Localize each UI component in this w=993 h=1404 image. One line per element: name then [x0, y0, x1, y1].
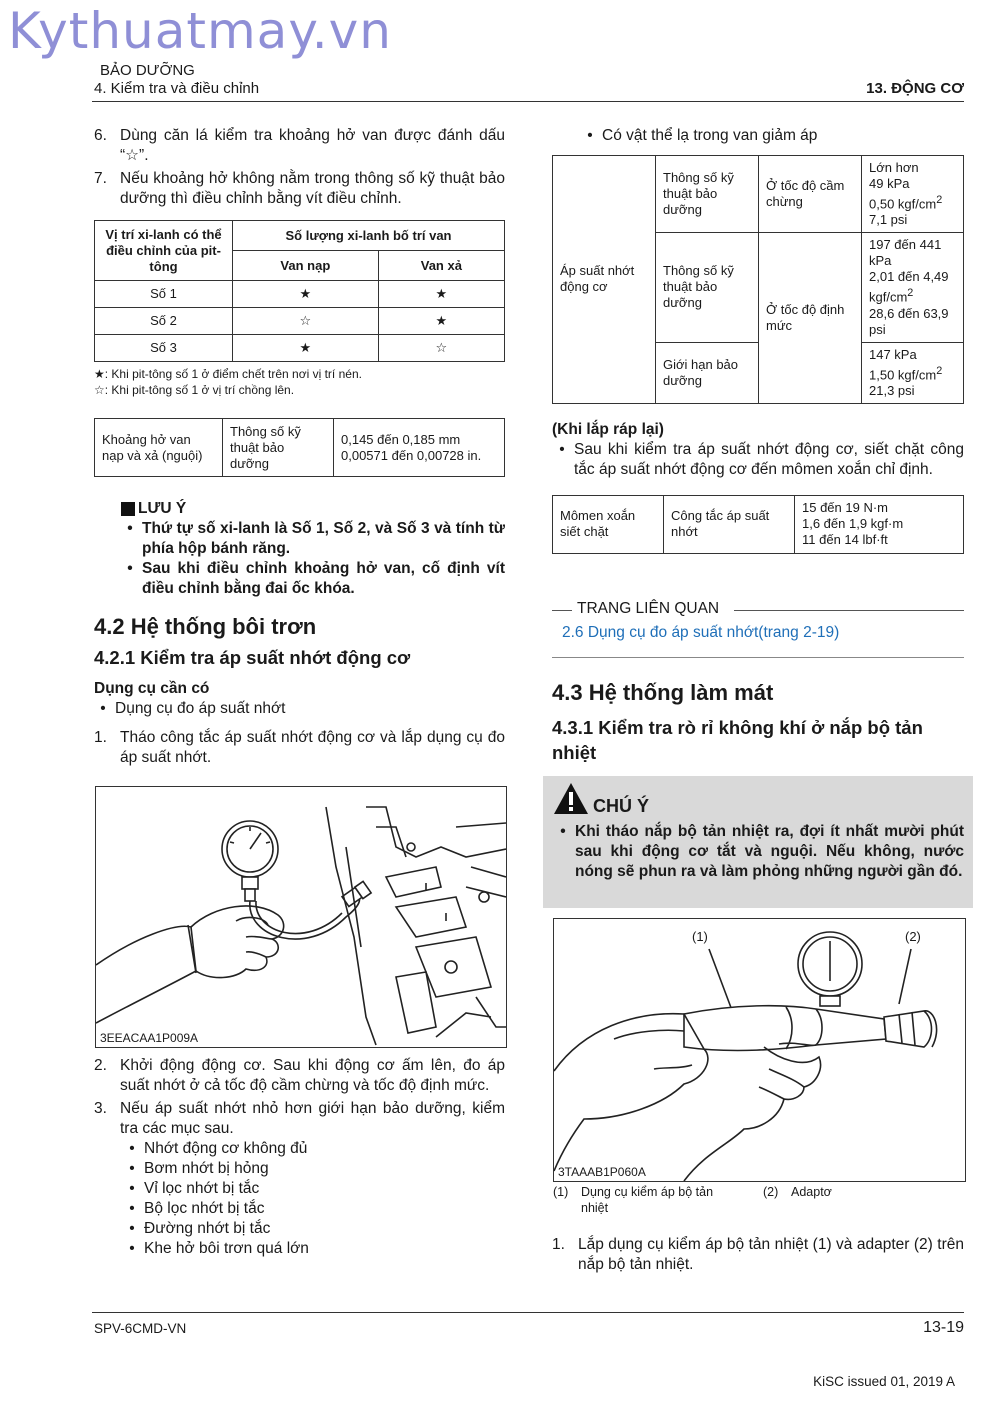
list-item-text: Vỉ lọc nhớt bị tắc	[144, 1180, 260, 1197]
superscript: 2	[936, 194, 943, 206]
step-text: Khởi động động cơ. Sau khi động cơ ấm lên, đo áp suất nhớt ở cả tốc độ cầm chừng và tốc độ định mức.	[120, 1057, 505, 1094]
bullet-icon: •	[560, 823, 566, 840]
caption-number: (1)	[553, 1185, 569, 1199]
caption-item	[763, 1184, 832, 1200]
value-line: 197 đến 441 kPa	[869, 237, 942, 269]
cell-item: Mômen xoắn siết chặt	[553, 495, 664, 553]
bullet-icon: •	[127, 520, 133, 537]
right-column-lower	[552, 1235, 964, 1275]
step-6	[94, 126, 505, 166]
value-line: 21,3 psi	[869, 382, 915, 398]
value-in: 0,00571 đến 0,00728 in.	[341, 447, 482, 463]
gauge-illustration	[96, 787, 506, 1047]
caption-number: (2)	[763, 1185, 779, 1199]
step-number: 2.	[94, 1057, 107, 1074]
caution-title-row	[553, 782, 649, 815]
superscript: 2	[907, 287, 914, 300]
table-header-intake: Van nạp	[233, 251, 379, 281]
left-column-lower	[94, 1056, 505, 1259]
list-item-text: Khe hở bôi trơn quá lớn	[144, 1240, 309, 1257]
cell-values	[795, 495, 964, 553]
value-line: 49 kPa	[869, 176, 910, 191]
caption-text: Adaptơ	[791, 1185, 832, 1199]
note-item	[118, 559, 505, 599]
bullet-icon: •	[100, 700, 106, 717]
footer-issued: KiSC issued 01, 2019 A	[813, 1374, 955, 1389]
value-mm: 0,145 đến 0,185 mm	[341, 431, 461, 447]
list-item-text: Bơm nhớt bị hỏng	[144, 1160, 269, 1177]
footer-page-number: 13-19	[923, 1319, 964, 1336]
related-link[interactable]: 2.6 Dụng cụ đo áp suất nhớt(trang 2-19)	[562, 624, 840, 641]
header-section: BẢO DƯỠNG	[100, 62, 195, 79]
step-text: Dùng căn lá kiểm tra khoảng hở van được đánh dấu “☆”.	[120, 127, 505, 164]
step-number: 1.	[94, 729, 107, 746]
related-pages-header	[552, 600, 964, 620]
table-row	[95, 335, 505, 362]
reassembly-title: (Khi lắp ráp lại)	[552, 420, 664, 438]
figure-code: 3EEACAA1P009A	[100, 1031, 199, 1045]
value-line: 28,6 đến 63,9 psi	[869, 305, 949, 337]
cell-value-idle	[862, 156, 964, 233]
note-item	[118, 519, 505, 559]
note-text: Sau khi điều chỉnh khoảng hở van, cố định vít điều chỉnh bằng đai ốc khóa.	[142, 560, 505, 597]
related-rule-left	[552, 610, 572, 611]
check-list	[120, 1139, 505, 1259]
legend-hollow-star: ☆: Khi pit-tông số 1 ở vị trí chồng lên.	[94, 383, 295, 397]
warning-triangle-icon	[553, 782, 589, 815]
figure-code: 3TAAAB1P060A	[558, 1165, 646, 1179]
table-row	[95, 281, 505, 308]
bullet-icon: •	[559, 440, 565, 458]
value-line	[869, 192, 956, 212]
step-number: 1.	[552, 1236, 565, 1253]
cell-position: Số 1	[95, 281, 233, 308]
step-7	[94, 169, 505, 209]
value-line: 147 kPa	[869, 346, 917, 362]
list-item	[120, 1219, 505, 1239]
cell-part: Công tắc áp suất nhớt	[664, 495, 795, 553]
table-header-exhaust: Van xả	[378, 251, 504, 281]
figure-label-1: (1)	[692, 929, 708, 944]
note-title-text: LƯU Ý	[138, 500, 187, 517]
footer-doc-code: SPV-6CMD-VN	[94, 1321, 187, 1336]
superscript: 2	[936, 364, 943, 377]
step-2	[94, 1056, 505, 1096]
caution-text: Khi tháo nắp bộ tản nhiệt ra, đợi ít nhất mười phút sau khi động cơ tắt và nguội. Nếu không, nước nóng sẽ phun ra và làm phỏng những người gần đó.	[575, 823, 964, 880]
step-3	[94, 1099, 505, 1139]
step-number: 3.	[94, 1100, 107, 1117]
subsection-heading: 4.2.1 Kiểm tra áp suất nhớt động cơ	[94, 647, 411, 668]
list-item	[578, 126, 964, 146]
list-item-text: Có vật thể lạ trong van giảm áp	[602, 127, 818, 144]
value-line	[869, 363, 956, 383]
note-block	[121, 499, 505, 599]
cell-exhaust: ☆	[378, 335, 504, 362]
header-chapter: 13. ĐỘNG CƠ	[866, 80, 964, 97]
radiator-tester-figure	[553, 918, 966, 1182]
square-icon	[121, 502, 135, 516]
left-column	[94, 126, 505, 768]
cell-position: Số 2	[95, 308, 233, 335]
step-text: Nếu khoảng hở không nằm trong thông số kỹ thuật bảo dưỡng thì điều chỉnh bằng vít điều chỉnh.	[120, 170, 505, 207]
bullet-icon: •	[587, 127, 593, 144]
list-item	[120, 1179, 505, 1199]
bullet-icon: •	[129, 1240, 135, 1257]
value-line: Lớn hơn	[869, 160, 919, 175]
bullet-icon: •	[129, 1180, 135, 1197]
figure-label-2: (2)	[905, 929, 921, 944]
cell-value-rated	[862, 233, 964, 342]
step-number: 6.	[94, 127, 107, 144]
tool-text: Dụng cụ đo áp suất nhớt	[115, 700, 286, 717]
cell-idle: Ở tốc độ cầm chừng	[759, 156, 862, 233]
cell-rated: Ở tốc độ định mức	[759, 233, 862, 404]
list-item	[120, 1239, 505, 1259]
torque-table	[552, 495, 964, 554]
cell-limit: Giới hạn bảo dưỡng	[656, 342, 759, 403]
cell-intake: ☆	[233, 308, 379, 335]
bullet-icon: •	[129, 1140, 135, 1157]
right-column	[552, 126, 964, 554]
step-text: Tháo công tắc áp suất nhớt động cơ và lắp dụng cụ đo áp suất nhớt.	[120, 729, 505, 766]
value-line: 1,6 đến 1,9 kgf·m	[802, 516, 904, 532]
value-line: 7,1 psi	[869, 212, 908, 228]
list-item-text: Bộ lọc nhớt bị tắc	[144, 1200, 265, 1217]
step-text: Nếu áp suất nhớt nhỏ hơn giới hạn bảo dưỡng, kiểm tra các mục sau.	[120, 1100, 505, 1137]
cell-intake: ★	[233, 335, 379, 362]
note-title	[121, 499, 505, 519]
value-line: 15 đến 19 N·m	[802, 500, 888, 516]
step-text: Lắp dụng cụ kiểm áp bộ tản nhiệt (1) và adapter (2) trên nắp bộ tản nhiệt.	[578, 1236, 964, 1273]
bullet-icon: •	[129, 1200, 135, 1217]
bullet-icon: •	[127, 560, 133, 577]
header-subsection: 4. Kiểm tra và điều chỉnh	[94, 80, 260, 97]
list-item-text: Đường nhớt bị tắc	[144, 1220, 271, 1237]
list-item	[120, 1199, 505, 1219]
cell-item: Khoảng hở van nạp và xả (nguội)	[95, 419, 223, 477]
oil-pressure-table	[552, 155, 964, 404]
cell-exhaust: ★	[378, 281, 504, 308]
step-1	[552, 1235, 964, 1275]
step-1	[94, 728, 505, 768]
radiator-tester-illustration	[554, 919, 965, 1181]
bullet-icon: •	[129, 1220, 135, 1237]
value-text: 2,01 đến 4,49 kgf/cm	[869, 269, 949, 305]
caution-item	[551, 822, 964, 882]
table-row	[95, 308, 505, 335]
cooling-section	[552, 680, 964, 765]
value-text: 0,50 kgf/cm	[869, 196, 937, 212]
footer-rule	[92, 1312, 964, 1313]
cell-spec: Thông số kỹ thuật bảo dưỡng	[656, 156, 759, 233]
caption-item	[553, 1184, 753, 1216]
section-heading: 4.3 Hệ thống làm mát	[552, 680, 774, 705]
related-title: TRANG LIÊN QUAN	[577, 600, 720, 617]
caution-title: CHÚ Ý	[593, 796, 650, 816]
caution-box	[543, 776, 973, 908]
note-text: Thứ tự số xi-lanh là Số 1, Số 2, và Số 3 và tính từ phía hộp bánh răng.	[142, 520, 505, 557]
bullet-icon: •	[129, 1160, 135, 1177]
watermark: Kythuatmay.vn	[8, 2, 392, 60]
cell-exhaust: ★	[378, 308, 504, 335]
value-text: 1,50 kgf/cm	[869, 366, 937, 382]
cell-intake: ★	[233, 281, 379, 308]
caption-text: Dụng cụ kiểm áp bộ tản nhiệt	[581, 1185, 714, 1215]
value-line	[869, 269, 956, 305]
list-item	[120, 1159, 505, 1179]
list-item-text: Sau khi kiểm tra áp suất nhớt động cơ, siết chặt công tắc áp suất nhớt động cơ đến mômen xoắn chỉ định.	[574, 440, 964, 478]
list-item	[550, 440, 964, 480]
clearance-spec-table	[94, 418, 505, 477]
list-item	[120, 1139, 505, 1159]
cell-item: Áp suất nhớt động cơ	[553, 156, 656, 404]
list-item-text: Nhớt động cơ không đủ	[144, 1140, 308, 1157]
value-line: 11 đến 14 lbf·ft	[802, 532, 888, 548]
table-header-position: Vị trí xi-lanh có thể điều chỉnh của pit-tông	[95, 221, 233, 281]
section-heading: 4.2 Hệ thống bôi trơn	[94, 614, 317, 639]
table-header-group: Số lượng xi-lanh bố trí van	[233, 221, 505, 251]
tools-title: Dụng cụ cần có	[94, 680, 210, 697]
cell-spec: Thông số kỹ thuật bảo dưỡng	[223, 419, 334, 477]
cell-value-limit	[862, 342, 964, 403]
valve-position-table	[94, 220, 505, 362]
related-rule-right	[734, 610, 964, 611]
cell-position: Số 3	[95, 335, 233, 362]
header-rule	[92, 101, 964, 102]
legend-solid-star: ★: Khi pit-tông số 1 ở điểm chết trên nơi vị trí nén.	[94, 367, 362, 381]
step-number: 7.	[94, 170, 107, 187]
tool-item	[91, 699, 505, 719]
cell-spec: Thông số kỹ thuật bảo dưỡng	[656, 233, 759, 342]
subsection-heading: 4.3.1 Kiểm tra rò rỉ không khí ở nắp bộ tản nhiệt	[552, 717, 923, 763]
cell-value	[334, 419, 505, 477]
related-bottom-rule	[552, 657, 964, 658]
oil-pressure-gauge-figure	[95, 786, 507, 1048]
